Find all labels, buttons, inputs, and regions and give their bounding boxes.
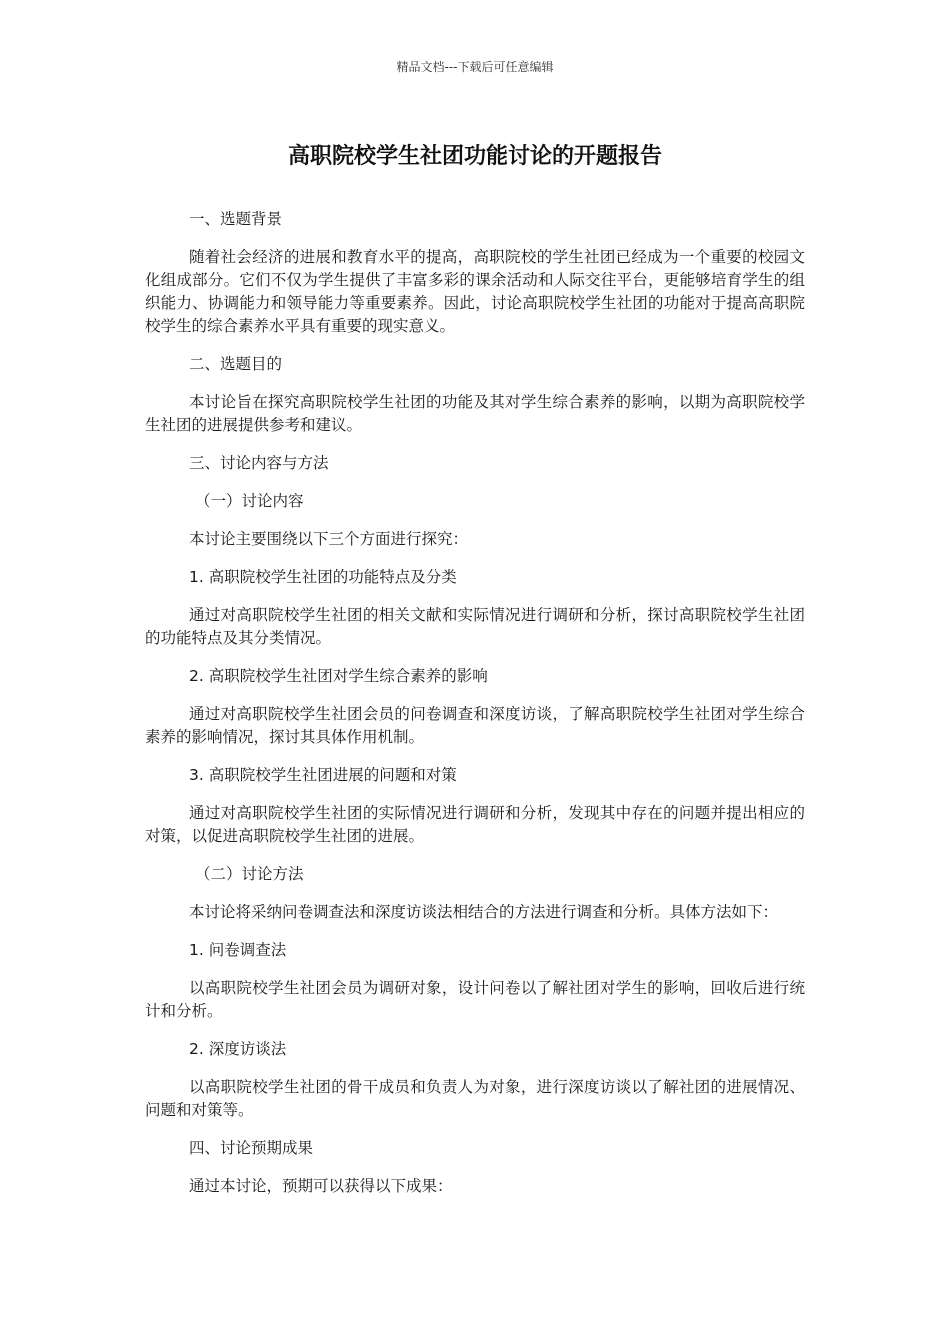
item-heading-1: 1. 高职院校学生社团的功能特点及分类: [189, 568, 457, 586]
section-heading-outcomes: 四、讨论预期成果: [189, 1139, 314, 1157]
section-heading-purpose: 二、选题目的: [189, 355, 283, 373]
paragraph-method-1: 以高职院校学生社团会员为调研对象，设计问卷以了解社团对学生的影响，回收后进行统计和分析。: [145, 979, 805, 1020]
paragraph-item-2: 通过对高职院校学生社团会员的问卷调查和深度访谈，了解高职院校学生社团对学生综合素养的影响情况，探讨其具体作用机制。: [145, 705, 805, 746]
subsection-heading-method: （二）讨论方法: [195, 865, 304, 883]
paragraph-method-2: 以高职院校学生社团的骨干成员和负责人为对象，进行深度访谈以了解社团的进展情况、问题和对策等。: [145, 1078, 805, 1119]
subsection-heading-content: （一）讨论内容: [195, 492, 304, 510]
paragraph-method-intro: 本讨论将采纳问卷调查法和深度访谈法相结合的方法进行调查和分析。具体方法如下：: [189, 903, 779, 921]
section-heading-background: 一、选题背景: [189, 210, 283, 228]
section-heading-content-method: 三、讨论内容与方法: [189, 454, 329, 472]
paragraph-background: 随着社会经济的进展和教育水平的提高，高职院校的学生社团已经成为一个重要的校园文化组成部分。它们不仅为学生提供了丰富多彩的课余活动和人际交往平台，更能够培育学生的组织能力、协调能力和领导能力等重要素养。因此，讨论高职院校学生社团的功能对于提高高职院校学生的综合素养水平具有重要的现实意义。: [145, 248, 805, 335]
header-note: 精品文档---下载后可任意编辑: [396, 60, 554, 74]
document-body: [145, 208, 805, 1213]
item-heading-3: 3. 高职院校学生社团进展的问题和对策: [189, 766, 457, 784]
paragraph-item-3: 通过对高职院校学生社团的实际情况进行调研和分析，发现其中存在的问题并提出相应的对策，以促进高职院校学生社团的进展。: [145, 804, 805, 845]
paragraph-item-1: 通过对高职院校学生社团的相关文献和实际情况进行调研和分析，探讨高职院校学生社团的功能特点及其分类情况。: [145, 606, 805, 647]
paragraph-outcomes: 通过本讨论，预期可以获得以下成果：: [189, 1177, 453, 1195]
method-heading-2: 2. 深度访谈法: [189, 1040, 287, 1058]
document-title: 高职院校学生社团功能讨论的开题报告: [287, 144, 662, 169]
paragraph-content-intro: 本讨论主要围绕以下三个方面进行探究：: [189, 530, 469, 548]
paragraph-purpose: 本讨论旨在探究高职院校学生社团的功能及其对学生综合素养的影响，以期为高职院校学生社团的进展提供参考和建议。: [145, 393, 805, 434]
method-heading-1: 1. 问卷调查法: [189, 941, 287, 959]
item-heading-2: 2. 高职院校学生社团对学生综合素养的影响: [189, 667, 488, 685]
